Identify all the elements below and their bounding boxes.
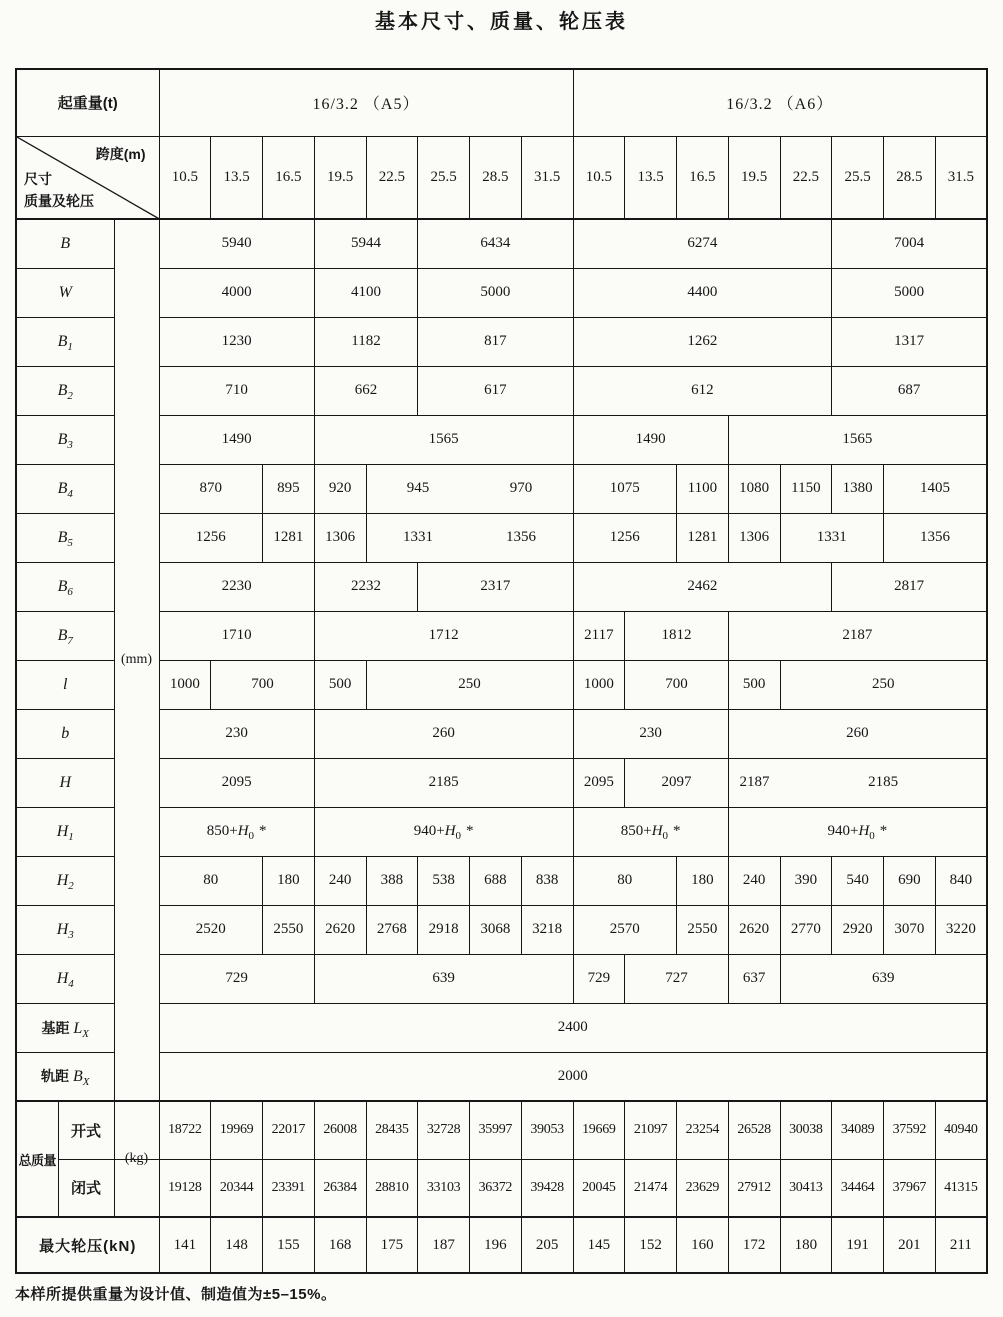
span-col: 19.5 xyxy=(314,136,366,219)
row-B3 xyxy=(16,415,987,464)
value-cell: 1490 xyxy=(159,415,314,464)
value-cell: 155 xyxy=(263,1217,315,1273)
row-label-max-wheel-pressure: 最大轮压(kN) xyxy=(16,1217,159,1273)
value-cell: 26384 xyxy=(314,1159,366,1217)
row-label-B: B xyxy=(16,219,114,268)
value-cell: 1565 xyxy=(314,415,573,464)
value-cell: 3220 xyxy=(935,905,987,954)
value-cell: 838 xyxy=(521,856,573,905)
value-cell: 1230 xyxy=(159,317,314,366)
value-cell: 180 xyxy=(677,856,729,905)
row-B7 xyxy=(16,611,987,660)
row-label-W: W xyxy=(16,268,114,317)
value-cell: 870 xyxy=(159,464,263,513)
value-cell: 30038 xyxy=(780,1101,832,1159)
row-label-B7: $B_7$ xyxy=(16,611,114,660)
value-cell: 2095 xyxy=(159,758,314,807)
value-cell: 2550 xyxy=(677,905,729,954)
value-cell: 39428 xyxy=(521,1159,573,1217)
span-col: 19.5 xyxy=(728,136,780,219)
value-cell: 40940 xyxy=(935,1101,987,1159)
span-col: 22.5 xyxy=(780,136,832,219)
span-col: 10.5 xyxy=(159,136,211,219)
value-cell: 4100 xyxy=(314,268,418,317)
row-mass-closed xyxy=(16,1159,987,1217)
value-cell: 5940 xyxy=(159,219,314,268)
value-cell: 6274 xyxy=(573,219,832,268)
value-cell: 390 xyxy=(780,856,832,905)
value-cell: 28435 xyxy=(366,1101,418,1159)
value-cell: 1356 xyxy=(884,513,988,562)
value-cell: 35997 xyxy=(470,1101,522,1159)
value-cell: 23629 xyxy=(677,1159,729,1217)
row-rail-gauge xyxy=(16,1052,987,1101)
value-cell: 250 xyxy=(366,660,573,709)
value-cell: 145 xyxy=(573,1217,625,1273)
value-cell: 2620 xyxy=(728,905,780,954)
value-cell: 1100 xyxy=(677,464,729,513)
value-cell-merged: 945 970 xyxy=(366,464,573,513)
capacity-header: 起重量(t) xyxy=(16,69,159,136)
span-col: 28.5 xyxy=(884,136,936,219)
value-cell: 840 xyxy=(935,856,987,905)
group-a5-header: 16/3.2 （A5） xyxy=(159,69,573,136)
row-l xyxy=(16,660,987,709)
value-cell: 2620 xyxy=(314,905,366,954)
span-col: 10.5 xyxy=(573,136,625,219)
span-col: 25.5 xyxy=(832,136,884,219)
value-cell: 240 xyxy=(314,856,366,905)
value-cell: 538 xyxy=(418,856,470,905)
value-cell: 1317 xyxy=(832,317,987,366)
row-H1 xyxy=(16,807,987,856)
value-cell: 2117 xyxy=(573,611,625,660)
row-label-B1: $B_1$ xyxy=(16,317,114,366)
value-cell: 2918 xyxy=(418,905,470,954)
unit-kg: (kg) xyxy=(114,1101,159,1217)
row-B4 xyxy=(16,464,987,513)
value-cell: 5000 xyxy=(832,268,987,317)
value-cell: 920 xyxy=(314,464,366,513)
span-col: 16.5 xyxy=(263,136,315,219)
value-cell: $940+H_0$ * xyxy=(314,807,573,856)
value-cell: 18722 xyxy=(159,1101,211,1159)
span-col: 22.5 xyxy=(366,136,418,219)
value-cell: 1182 xyxy=(314,317,418,366)
value-cell: 205 xyxy=(521,1217,573,1273)
row-H4 xyxy=(16,954,987,1003)
value-cell: 4400 xyxy=(573,268,832,317)
value-cell: 612 xyxy=(573,366,832,415)
value-cell: 250 xyxy=(780,660,987,709)
value-cell: 1306 xyxy=(728,513,780,562)
value-cell: 1075 xyxy=(573,464,677,513)
value-cell: 23254 xyxy=(677,1101,729,1159)
span-col: 16.5 xyxy=(677,136,729,219)
row-B xyxy=(16,219,987,268)
value-cell: 2462 xyxy=(573,562,832,611)
diagonal-mass-label: 质量及轮压 xyxy=(24,193,94,209)
value-cell: 729 xyxy=(573,954,625,1003)
value-cell: 3068 xyxy=(470,905,522,954)
value-cell: 895 xyxy=(263,464,315,513)
value-cell: 1256 xyxy=(159,513,263,562)
value-cell: 37967 xyxy=(884,1159,936,1217)
value-cell: 5944 xyxy=(314,219,418,268)
value-cell: 172 xyxy=(728,1217,780,1273)
value-cell: 20344 xyxy=(211,1159,263,1217)
value-cell: 26528 xyxy=(728,1101,780,1159)
value-cell: 1080 xyxy=(728,464,780,513)
value-cell: 34089 xyxy=(832,1101,884,1159)
value-cell: 22017 xyxy=(263,1101,315,1159)
row-H3 xyxy=(16,905,987,954)
value-cell: 5000 xyxy=(418,268,573,317)
value-cell: 1000 xyxy=(573,660,625,709)
row-b xyxy=(16,709,987,758)
row-label-B6: $B_6$ xyxy=(16,562,114,611)
footnote: 本样所提供重量为设计值、制造值为±5–15%。 xyxy=(15,1286,337,1303)
value-cell: 80 xyxy=(159,856,263,905)
row-label-total-mass: 总质量 xyxy=(16,1101,58,1217)
row-label-wheelbase: 基距 $L_X$ xyxy=(16,1003,114,1052)
value-cell: 80 xyxy=(573,856,677,905)
row-label-B3: $B_3$ xyxy=(16,415,114,464)
value-cell: 36372 xyxy=(470,1159,522,1217)
value-cell-merged: 2187 2185 xyxy=(728,758,987,807)
value-cell: 617 xyxy=(418,366,573,415)
value-cell: 639 xyxy=(780,954,987,1003)
value-cell: 2317 xyxy=(418,562,573,611)
row-B1 xyxy=(16,317,987,366)
row-label-B2: $B_2$ xyxy=(16,366,114,415)
value-cell: 2770 xyxy=(780,905,832,954)
header-row-capacity xyxy=(16,69,987,136)
row-label-H: H xyxy=(16,758,114,807)
span-col: 25.5 xyxy=(418,136,470,219)
value-cell: 2920 xyxy=(832,905,884,954)
value-cell: 2400 xyxy=(159,1003,987,1052)
value-cell: 2570 xyxy=(573,905,677,954)
value-cell: 21474 xyxy=(625,1159,677,1217)
row-mass-open xyxy=(16,1101,987,1159)
value-cell: 26008 xyxy=(314,1101,366,1159)
value-cell: 388 xyxy=(366,856,418,905)
value-cell: 1331 xyxy=(780,513,884,562)
value-cell: 687 xyxy=(832,366,987,415)
row-wheelbase xyxy=(16,1003,987,1052)
value-cell: 662 xyxy=(314,366,418,415)
value-cell: 710 xyxy=(159,366,314,415)
row-B6 xyxy=(16,562,987,611)
value-cell: 3070 xyxy=(884,905,936,954)
value-cell: 1405 xyxy=(884,464,988,513)
value-cell: 201 xyxy=(884,1217,936,1273)
span-col: 13.5 xyxy=(211,136,263,219)
value-cell: 1262 xyxy=(573,317,832,366)
row-label-H3: $H_3$ xyxy=(16,905,114,954)
value-cell: 637 xyxy=(728,954,780,1003)
value-cell: 27912 xyxy=(728,1159,780,1217)
value-cell: 32728 xyxy=(418,1101,470,1159)
header-row-spans xyxy=(16,136,987,219)
value-cell-merged: 1331 1356 xyxy=(366,513,573,562)
value-cell: 19669 xyxy=(573,1101,625,1159)
value-cell: 30413 xyxy=(780,1159,832,1217)
row-label-B4: $B_4$ xyxy=(16,464,114,513)
value-cell: 4000 xyxy=(159,268,314,317)
value-cell: 2097 xyxy=(625,758,729,807)
row-label-b: b xyxy=(16,709,114,758)
value-cell: 240 xyxy=(728,856,780,905)
value-cell: 1380 xyxy=(832,464,884,513)
row-label-H2: $H_2$ xyxy=(16,856,114,905)
value-cell: 230 xyxy=(159,709,314,758)
value-cell: 727 xyxy=(625,954,729,1003)
value-cell: 2185 xyxy=(314,758,573,807)
value-cell: 23391 xyxy=(263,1159,315,1217)
value-cell: 19128 xyxy=(159,1159,211,1217)
value-cell: 500 xyxy=(728,660,780,709)
value-cell: 500 xyxy=(314,660,366,709)
value-cell: 39053 xyxy=(521,1101,573,1159)
value-cell: 141 xyxy=(159,1217,211,1273)
value-cell: 2550 xyxy=(263,905,315,954)
value-cell: 1256 xyxy=(573,513,677,562)
value-cell: 817 xyxy=(418,317,573,366)
value-cell: 19969 xyxy=(211,1101,263,1159)
value-cell: 34464 xyxy=(832,1159,884,1217)
value-cell: 20045 xyxy=(573,1159,625,1217)
value-cell: 180 xyxy=(263,856,315,905)
value-cell: 2232 xyxy=(314,562,418,611)
value-cell: 175 xyxy=(366,1217,418,1273)
value-cell: 6434 xyxy=(418,219,573,268)
value-cell: 688 xyxy=(470,856,522,905)
row-label-open-type: 开式 xyxy=(58,1101,114,1159)
value-cell: 1490 xyxy=(573,415,728,464)
value-cell: $940+H_0$ * xyxy=(728,807,987,856)
value-cell: 1712 xyxy=(314,611,573,660)
value-cell: 2000 xyxy=(159,1052,987,1101)
spec-table xyxy=(15,68,988,1274)
value-cell: 2768 xyxy=(366,905,418,954)
value-cell: 2187 xyxy=(728,611,987,660)
value-cell: 211 xyxy=(935,1217,987,1273)
value-cell: 700 xyxy=(625,660,729,709)
value-cell: 2520 xyxy=(159,905,263,954)
value-cell: 187 xyxy=(418,1217,470,1273)
group-a6-header: 16/3.2 （A6） xyxy=(573,69,987,136)
row-label-closed-type: 闭式 xyxy=(58,1159,114,1217)
value-cell: 148 xyxy=(211,1217,263,1273)
row-label-l: l xyxy=(16,660,114,709)
row-B2 xyxy=(16,366,987,415)
value-cell: 28810 xyxy=(366,1159,418,1217)
value-cell: 21097 xyxy=(625,1101,677,1159)
value-cell: 168 xyxy=(314,1217,366,1273)
page-title: 基本尺寸、质量、轮压表 xyxy=(375,11,628,33)
value-cell: 7004 xyxy=(832,219,987,268)
value-cell: 2817 xyxy=(832,562,987,611)
row-label-B5: $B_5$ xyxy=(16,513,114,562)
value-cell: 196 xyxy=(470,1217,522,1273)
diagonal-span-label: 跨度(m) xyxy=(95,145,146,162)
value-cell: 230 xyxy=(573,709,728,758)
value-cell: 1150 xyxy=(780,464,832,513)
diagonal-size-label: 尺寸 xyxy=(24,170,52,187)
value-cell: 3218 xyxy=(521,905,573,954)
value-cell: 729 xyxy=(159,954,314,1003)
value-cell: $850+H_0$ * xyxy=(573,807,728,856)
value-cell: 160 xyxy=(677,1217,729,1273)
row-label-H4: $H_4$ xyxy=(16,954,114,1003)
row-B5 xyxy=(16,513,987,562)
unit-mm: (mm) xyxy=(114,219,159,1101)
span-col: 28.5 xyxy=(470,136,522,219)
value-cell: 41315 xyxy=(935,1159,987,1217)
value-cell: 260 xyxy=(314,709,573,758)
span-col: 13.5 xyxy=(625,136,677,219)
value-cell: 690 xyxy=(884,856,936,905)
value-cell: 540 xyxy=(832,856,884,905)
row-label-H1: $H_1$ xyxy=(16,807,114,856)
value-cell: 2095 xyxy=(573,758,625,807)
value-cell: 1306 xyxy=(314,513,366,562)
row-label-rail-gauge: 轨距 $B_X$ xyxy=(16,1052,114,1101)
value-cell: 191 xyxy=(832,1217,884,1273)
row-H xyxy=(16,758,987,807)
row-H2 xyxy=(16,856,987,905)
value-cell: $850+H_0$ * xyxy=(159,807,314,856)
diagonal-header xyxy=(16,136,159,219)
value-cell: 1710 xyxy=(159,611,314,660)
value-cell: 1281 xyxy=(263,513,315,562)
value-cell: 180 xyxy=(780,1217,832,1273)
value-cell: 33103 xyxy=(418,1159,470,1217)
value-cell: 37592 xyxy=(884,1101,936,1159)
value-cell: 1812 xyxy=(625,611,729,660)
value-cell: 700 xyxy=(211,660,315,709)
value-cell: 152 xyxy=(625,1217,677,1273)
span-col: 31.5 xyxy=(935,136,987,219)
value-cell: 1565 xyxy=(728,415,987,464)
value-cell: 2230 xyxy=(159,562,314,611)
row-max-wheel-pressure xyxy=(16,1217,987,1273)
row-W xyxy=(16,268,987,317)
value-cell: 1000 xyxy=(159,660,211,709)
span-col: 31.5 xyxy=(521,136,573,219)
value-cell: 1281 xyxy=(677,513,729,562)
value-cell: 639 xyxy=(314,954,573,1003)
value-cell: 260 xyxy=(728,709,987,758)
